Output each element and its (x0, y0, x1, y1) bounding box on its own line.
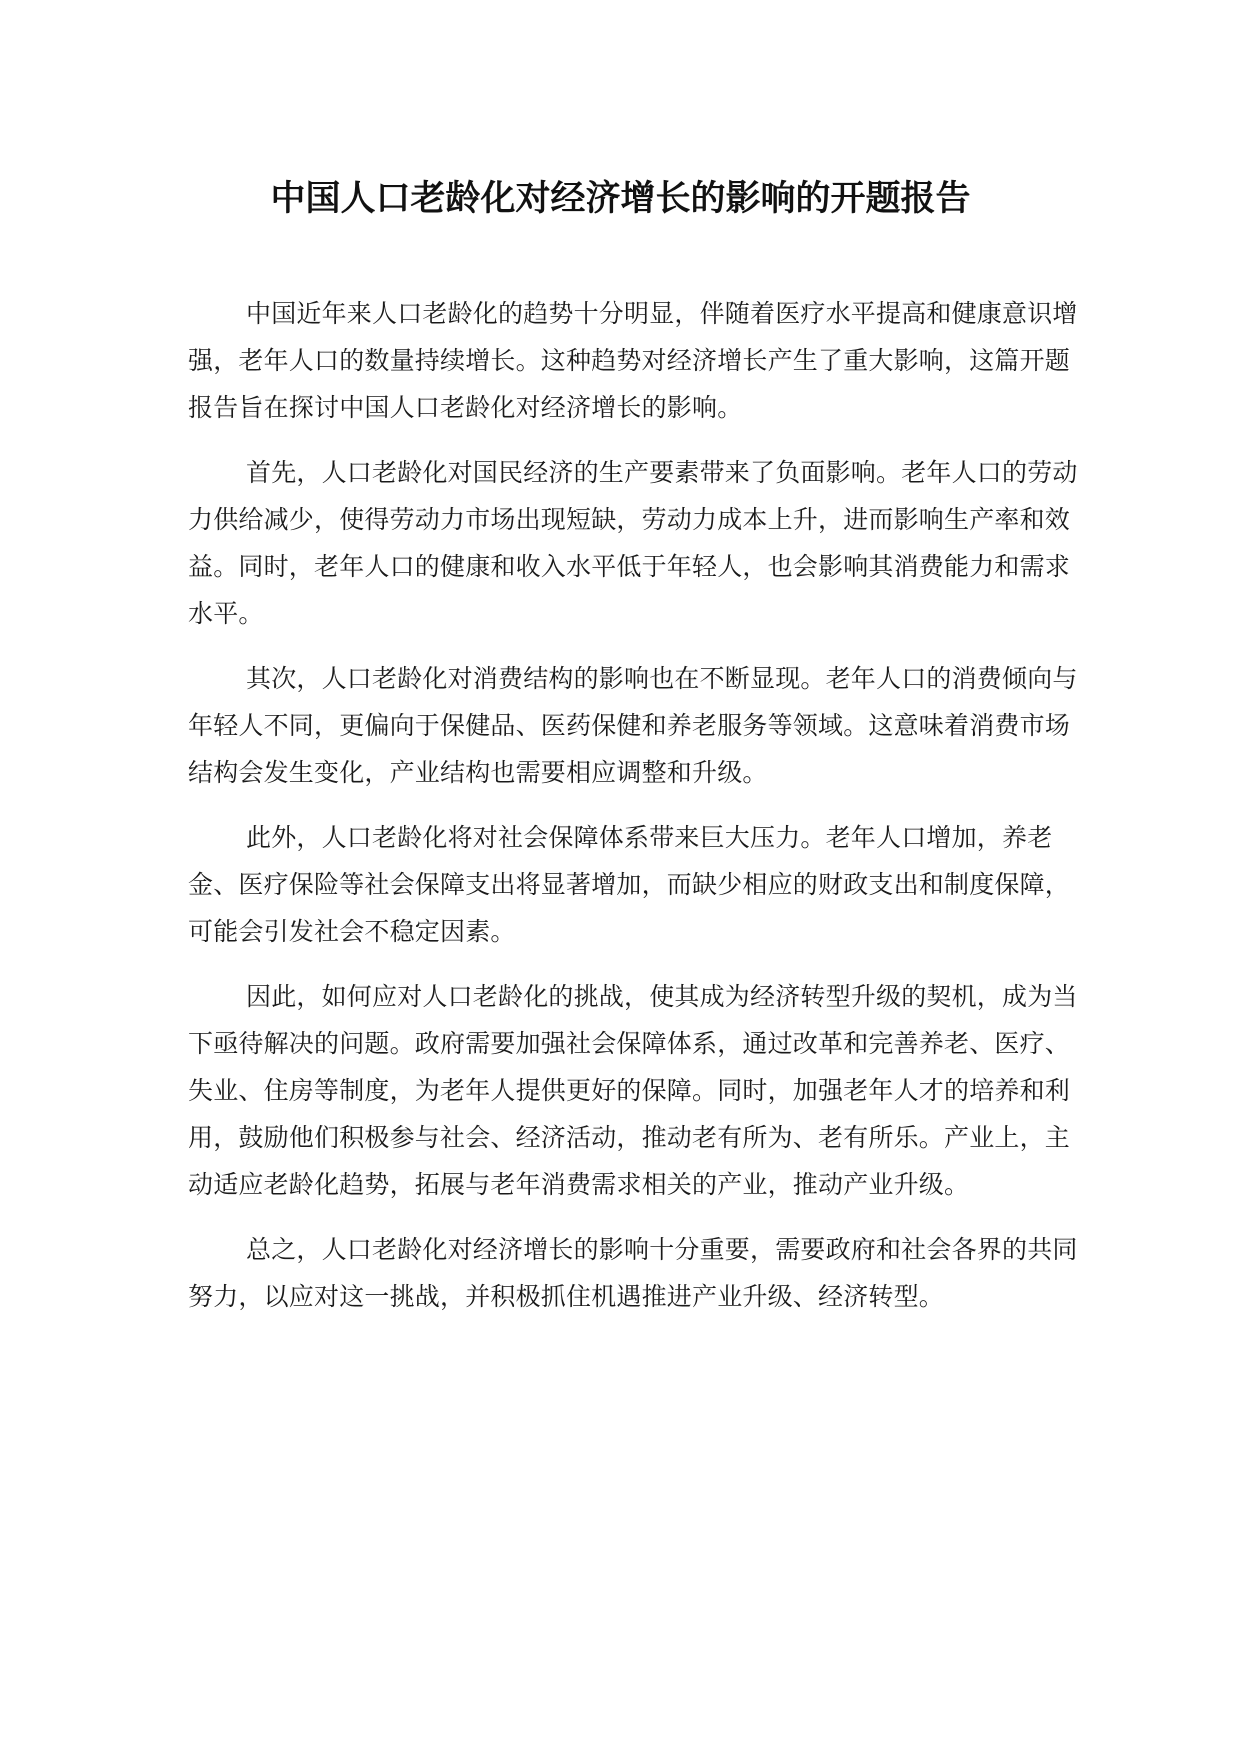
paragraph-social-security: 此外，人口老龄化将对社会保障体系带来巨大压力。老年人口增加，养老金、医疗保险等社会保障支出将显著增加，而缺少相应的财政支出和制度保障，可能会引发社会不稳定因素。 (188, 823, 1071, 946)
paragraph-intro: 中国近年来人口老龄化的趋势十分明显，伴随着医疗水平提高和健康意识增强，老年人口的数量持续增长。这种趋势对经济增长产生了重大影响，这篇开题报告旨在探讨中国人口老龄化对经济增长的影响。 (188, 299, 1078, 422)
paragraph-consumption-structure: 其次，人口老龄化对消费结构的影响也在不断显现。老年人口的消费倾向与年轻人不同，更偏向于保健品、医药保健和养老服务等领域。这意味着消费市场结构会发生变化，产业结构也需要相应调整和升级。 (188, 664, 1078, 787)
document-body (188, 290, 1080, 1338)
document-title: 中国人口老龄化对经济增长的影响的开题报告 (270, 179, 971, 219)
paragraph-countermeasures: 因此，如何应对人口老龄化的挑战，使其成为经济转型升级的契机，成为当下亟待解决的问题。政府需要加强社会保障体系，通过改革和完善养老、医疗、失业、住房等制度，为老年人提供更好的保障。同时，加强老年人才的培养和利用，鼓励他们积极参与社会、经济活动，推动老有所为、老有所乐。产业上，主动适应老龄化趋势，拓展与老年消费需求相关的产业，推动产业升级。 (188, 982, 1078, 1199)
paragraph-production-factors: 首先，人口老龄化对国民经济的生产要素带来了负面影响。老年人口的劳动力供给减少，使得劳动力市场出现短缺，劳动力成本上升，进而影响生产率和效益。同时，老年人口的健康和收入水平低于年轻人，也会影响其消费能力和需求水平。 (188, 458, 1078, 628)
paragraph-conclusion: 总之，人口老龄化对经济增长的影响十分重要，需要政府和社会各界的共同努力，以应对这一挑战，并积极抓住机遇推进产业升级、经济转型。 (188, 1235, 1078, 1311)
